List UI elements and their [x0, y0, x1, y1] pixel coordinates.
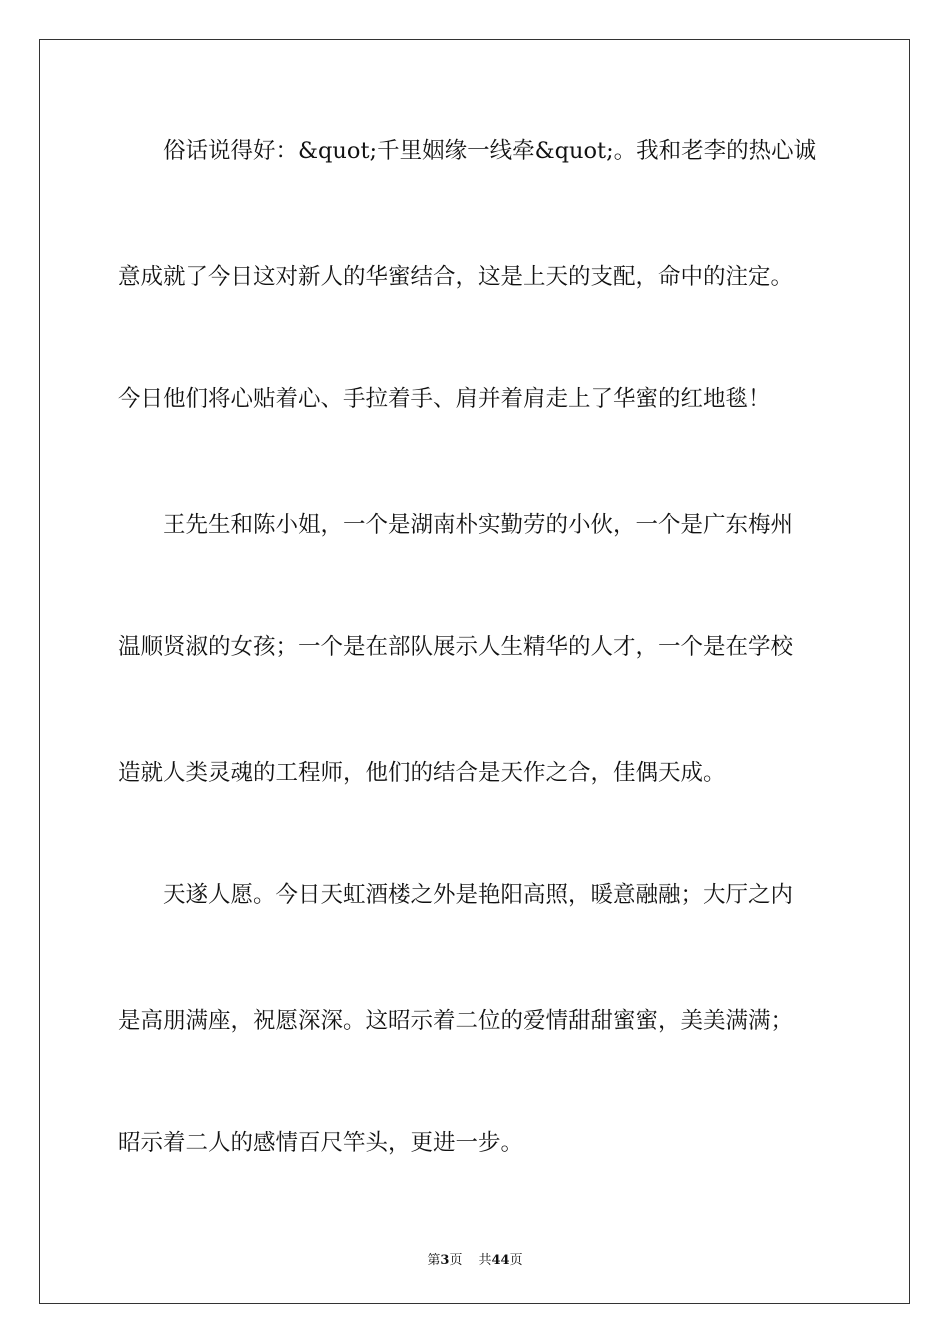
- total-pages: 44: [491, 1253, 510, 1268]
- paragraph-2-line-1: 王先生和陈小姐，一个是湖南朴实勤劳的小伙，一个是广东梅州: [163, 512, 794, 538]
- total-prefix: 共: [478, 1253, 492, 1268]
- total-suffix: 页: [509, 1253, 523, 1268]
- page-number: 3: [440, 1253, 450, 1268]
- page-border: [39, 39, 910, 1304]
- paragraph-1-line-2: 意成就了今日这对新人的华蜜结合，这是上天的支配，命中的注定。: [118, 264, 794, 290]
- page-suffix: 页: [449, 1253, 463, 1268]
- page-footer: [0, 1249, 950, 1268]
- paragraph-3-line-1: 天遂人愿。今日天虹酒楼之外是艳阳高照，暖意融融；大厅之内: [163, 882, 794, 908]
- paragraph-3-line-2: 是高朋满座，祝愿深深。这昭示着二位的爱情甜甜蜜蜜，美美满满；: [118, 1008, 794, 1034]
- paragraph-2-line-2: 温顺贤淑的女孩；一个是在部队展示人生精华的人才，一个是在学校: [118, 634, 794, 660]
- paragraph-1-line-3: 今日他们将心贴着心、手拉着手、肩并着肩走上了华蜜的红地毯！: [118, 386, 771, 412]
- paragraph-1-line-1: 俗话说得好：&quot;千里姻缘一线牵&quot;。我和老李的热心诚: [163, 138, 817, 164]
- paragraph-2-line-3: 造就人类灵魂的工程师，他们的结合是天作之合，佳偶天成。: [118, 760, 726, 786]
- paragraph-3-line-3: 昭示着二人的感情百尺竿头，更进一步。: [118, 1130, 524, 1156]
- page-prefix: 第: [427, 1253, 441, 1268]
